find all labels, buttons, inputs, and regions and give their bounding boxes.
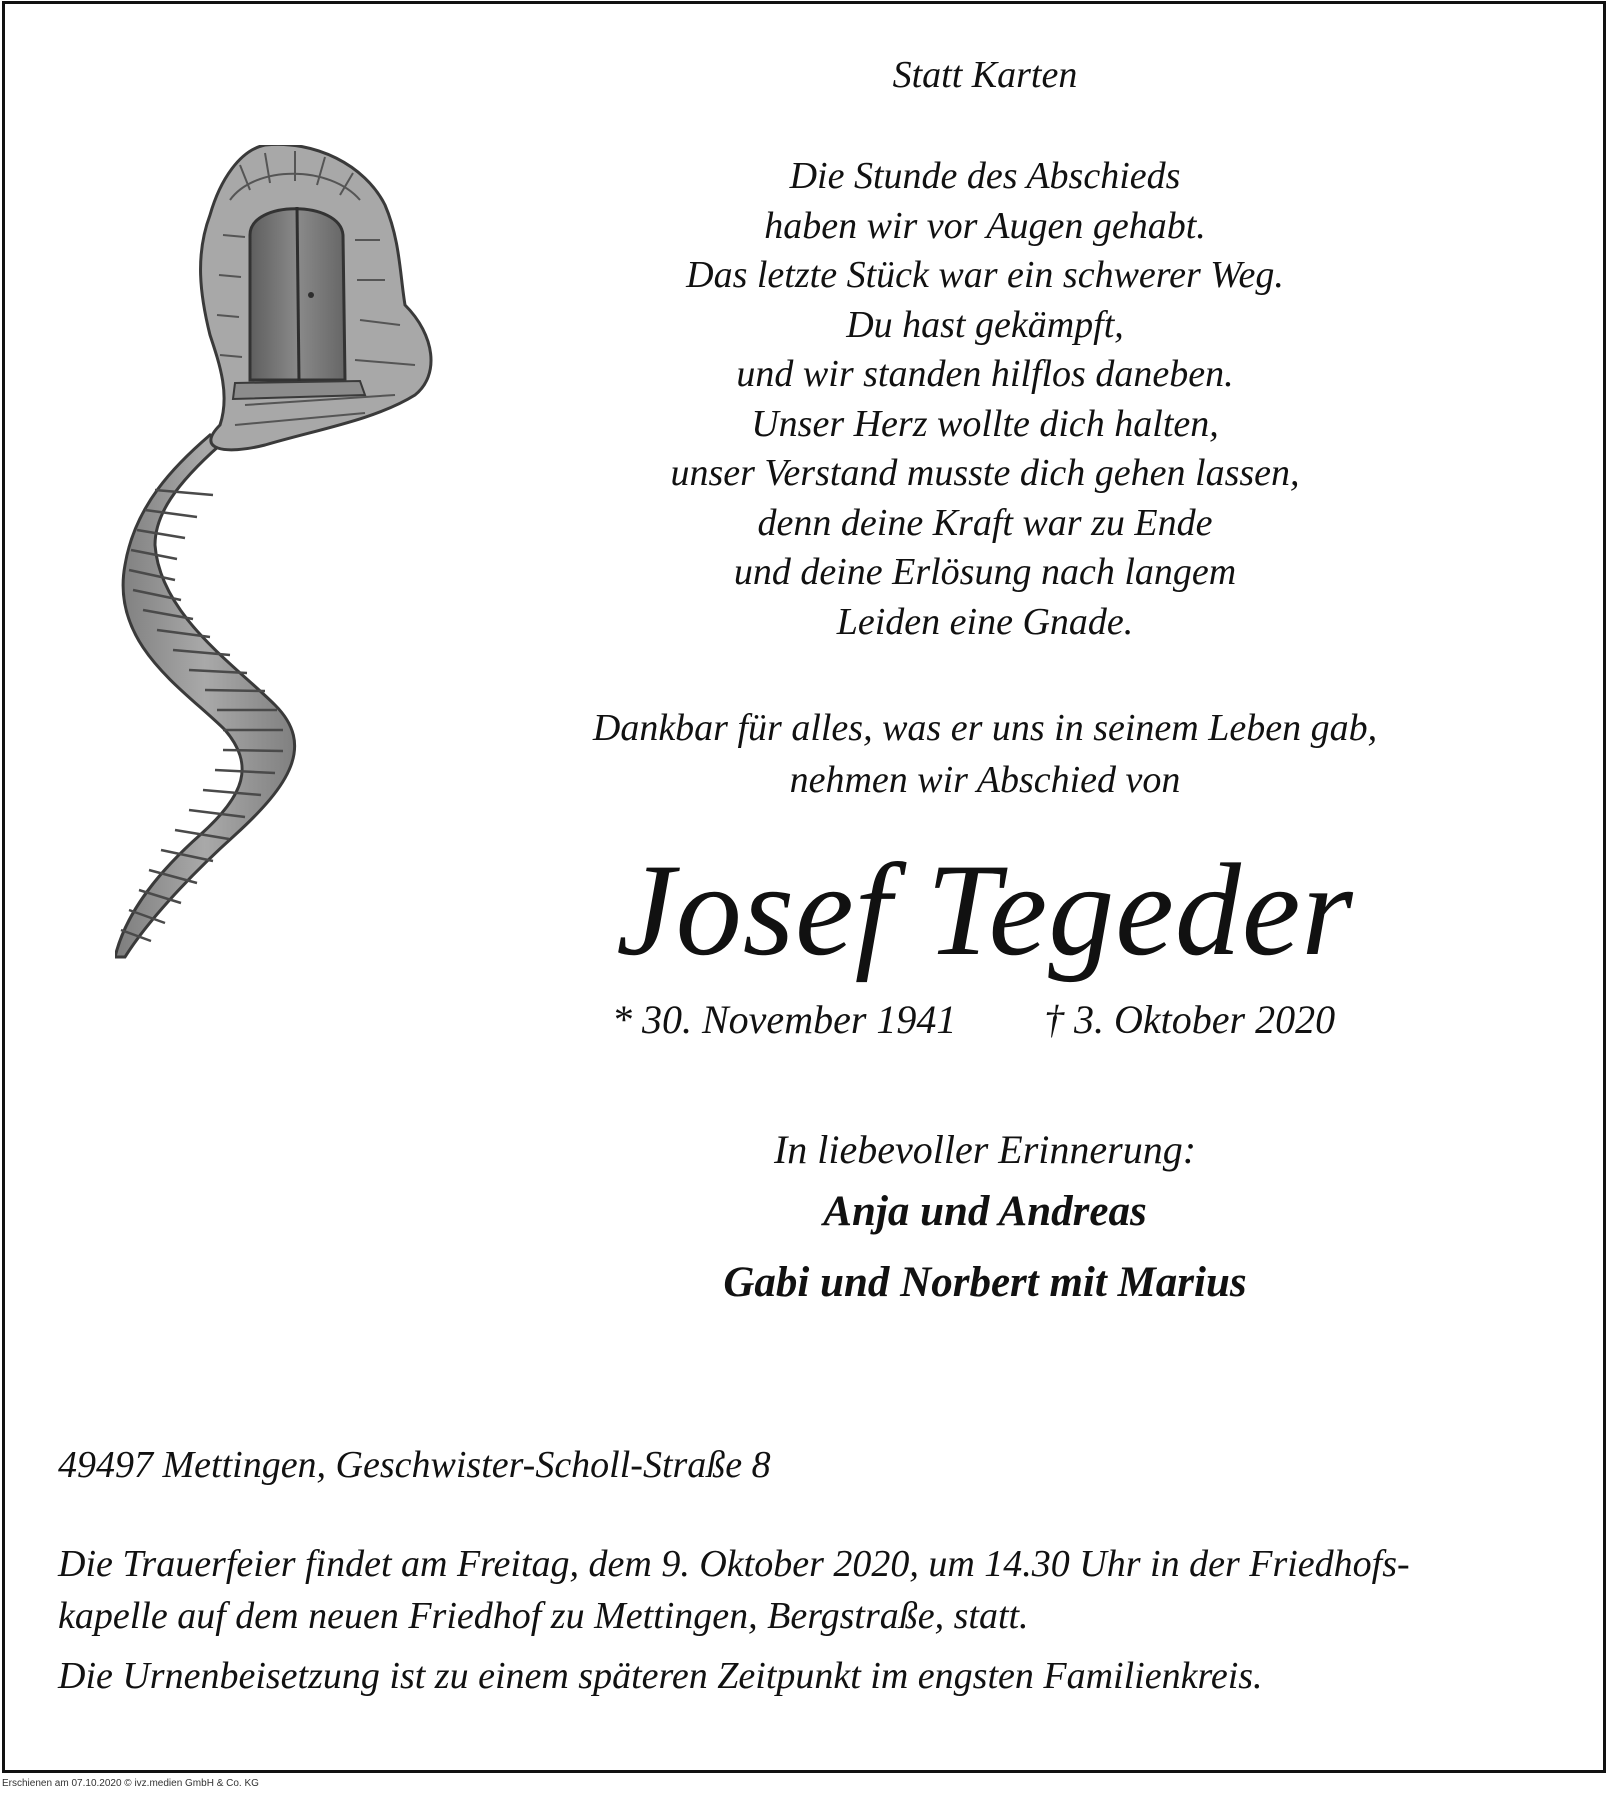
publication-footer: Erschienen am 07.10.2020 © ivz.medien GmbH & Co. KG [2, 1778, 259, 1789]
birth-date: * 30. November 1941 [612, 997, 957, 1042]
mourner-line: Anja und Andreas [823, 1188, 1147, 1235]
notice-header: Statt Karten [892, 54, 1078, 96]
death-date: † 3. Oktober 2020 [1044, 997, 1336, 1042]
poem-line: Das letzte Stück war ein schwerer Weg. [686, 254, 1284, 296]
poem-line: denn deine Kraft war zu Ende [757, 501, 1213, 544]
thanks-line: Dankbar für alles, was er uns in seinem Leben gab, [592, 707, 1378, 749]
poem-line: Die Stunde des Abschieds [789, 155, 1181, 197]
funeral-line: kapelle auf dem neuen Friedhof zu Mettingen, Bergstraße, statt. [58, 1595, 1029, 1637]
poem-line: haben wir vor Augen gehabt. [764, 204, 1206, 247]
mourner-line: Gabi und Norbert mit Marius [723, 1259, 1247, 1306]
poem-line: und deine Erlösung nach langem [733, 551, 1237, 593]
door-staircase-illustration-icon [115, 145, 495, 965]
thanks-text [520, 702, 1450, 806]
poem-line: Du hast gekämpft, [846, 303, 1124, 346]
poem-line: unser Verstand musste dich gehen lassen, [670, 452, 1300, 494]
thanks-line: nehmen wir Abschied von [789, 759, 1181, 801]
poem-line: Unser Herz wollte dich halten, [751, 402, 1219, 445]
address: 49497 Mettingen, Geschwister-Scholl-Straße 8 [58, 1444, 771, 1486]
urn-note: Die Urnenbeisetzung ist zu einem späteren Zeitpunkt im engsten Familienkreis. [58, 1655, 1263, 1697]
poem-line: und wir standen hilflos daneben. [736, 353, 1234, 395]
poem [520, 152, 1450, 647]
deceased-name: Josef Tegeder [616, 836, 1354, 983]
funeral-info [58, 1538, 1558, 1642]
funeral-line: Die Trauerfeier findet am Freitag, dem 9. Oktober 2020, um 14.30 Uhr in der Friedhofs- [58, 1543, 1410, 1585]
memory-heading: In liebevoller Erinnerung: [773, 1127, 1197, 1172]
poem-line: Leiden eine Gnade. [836, 600, 1134, 643]
